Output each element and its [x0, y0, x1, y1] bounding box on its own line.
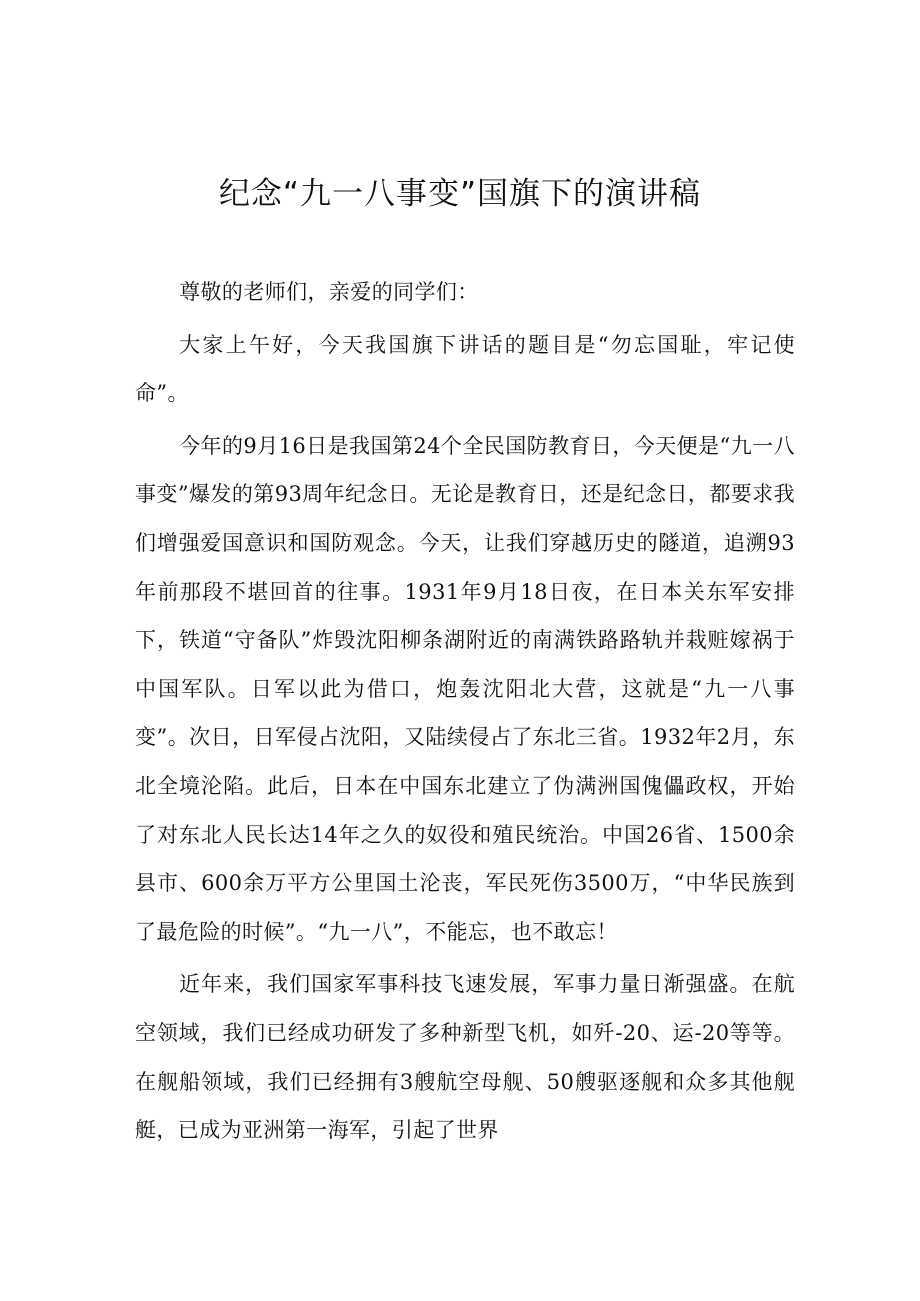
paragraph-history: 今年的9月16日是我国第24个全民国防教育日，今天便是“九一八事变”爆发的第93周年纪念日。无论是教育日，还是纪念日，都要求我们增强爱国意识和国防观念。今天，让我们穿越历史的隧道，追溯93年前那段不堪回首的往事。1931年9月18日夜，在日本关东军安排下，铁道“守备队”炸毁沈阳柳条湖附近的南满铁路路轨并栽赃嫁祸于中国军队。日军以此为借口，炮轰沈阳北大营，这就是“九一八事变”。次日，日军侵占沈阳，又陆续侵占了东北三省。1932年2月，东北全境沦陷。此后，日本在中国东北建立了伪满洲国傀儡政权，开始了对东北人民长达14年之久的奴役和殖民统治。中国26省、1500余县市、600余万平方公里国土沦丧，军民死伤3500万，“中华民族到了最危险的时候”。“九一八”，不能忘，也不敢忘！ — [135, 433, 795, 944]
paragraph-topic: 大家上午好，今天我国旗下讲话的题目是“勿忘国耻，牢记使命”。 — [135, 332, 795, 406]
paragraph-greeting: 尊敬的老师们，亲爱的同学们： — [179, 280, 479, 304]
document-body — [135, 268, 795, 1155]
paragraph-military: 近年来，我们国家军事科技飞速发展，军事力量日渐强盛。在航空领域，我们已经成功研发了多种新型飞机，如歼-20、运-20等等。在舰船领域，我们已经拥有3艘航空母舰、50艘驱逐舰和众多其他舰艇，已成为亚洲第一海军，引起了世界 — [135, 972, 795, 1143]
document-title: 纪念“九一八事变”国旗下的演讲稿 — [218, 176, 702, 212]
